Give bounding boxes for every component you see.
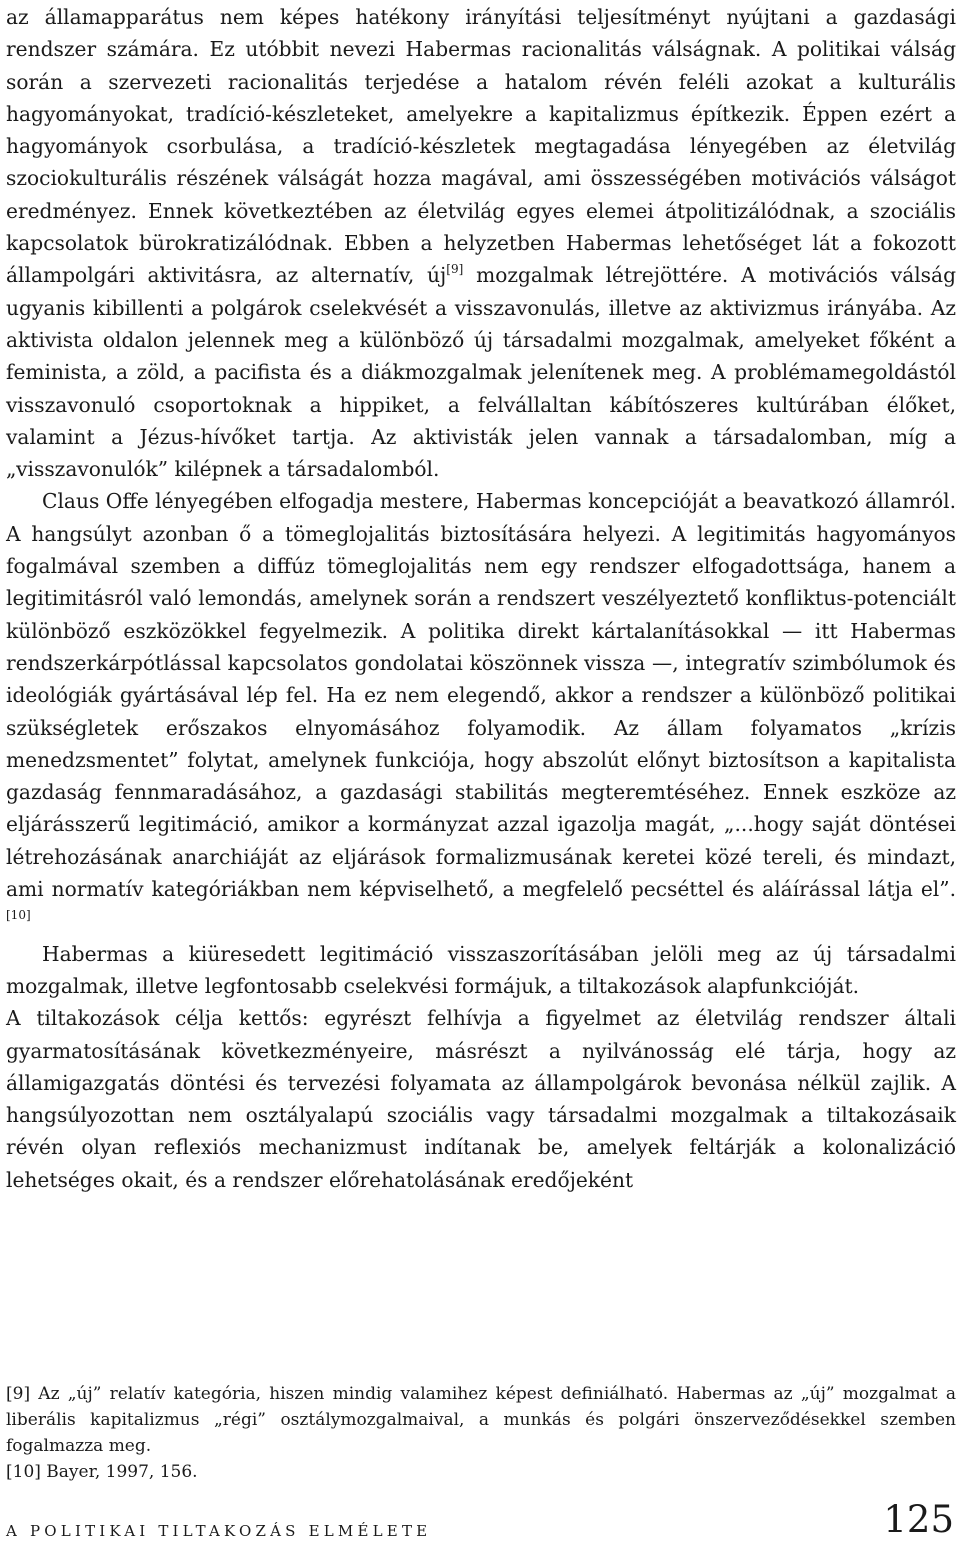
paragraph-1 xyxy=(6,1,956,485)
paragraph-3: Habermas a kiüresedett legitimáció visszaszorításában jelöli meg az új társadalmi mozgalmak, illetve legfontosabb cselekvési formájuk, a tiltakozások alapfunkcióját. xyxy=(6,941,956,998)
paragraph-2 xyxy=(6,485,956,937)
page-footer xyxy=(6,1496,954,1546)
document-page xyxy=(6,0,956,1541)
paragraph-2-text: Claus Offe lényegében elfogadja mestere, Habermas koncepcióját a beavatkozó államról. A hangsúlyt azonban ő a tömeglojalitás biztosítására helyezi. A legitimitás hagyományos fogalmával szemben a diffúz tömeglojalitás nem egy rendszer elfogadottsága, hanem a legitimitásról való lemondás, amelynek során a rendszert veszélyeztető konfliktus-potenciált különböző eszközökkel fegyelmezik. A politika direkt kártalanításokkal — itt Habermas rendszerkárpótlással kapcsolatos gondolatai köszönnek vissza —, integratív szimbólumok és ideológiák gyártásával lép fel. Ha ez nem elegendő, akkor a rendszer a különböző politikai szükségletek erőszakos elnyomásához folyamodik. Az állam folyamatos „krízis menedzsmentet” folytat, amelynek funkciója, hogy abszolút előnyt biztosítson a kapitalista gazdaság fennmaradásához, a gazdasági stabilitás megteremtéséhez. Ennek eszköze az eljárásszerű legitimáció, amikor a kormányzat azzal igazolja magát, „...hogy saját döntései létrehozásának anarchiáját az eljárások formalizmusának keretei közé tereli, és mindazt, ami normatív kategóriákban nem képviselhető, a megfelelő pecséttel és aláírással látja el”. xyxy=(6,489,956,902)
footnote-9: [9] Az „új” relatív kategória, hiszen mindig valamihez képest definiálható. Habermas az „új” mozgalmat a liberális kapitalizmus „régi” osztálymozgalmaival, a munkás és polgári önszerveződésekkel szemben fogalmazza meg. xyxy=(6,1384,956,1456)
page-number: 125 xyxy=(883,1498,954,1541)
footnote-10: [10] Bayer, 1997, 156. xyxy=(6,1462,198,1482)
footnotes xyxy=(6,1381,956,1485)
paragraph-1-text-a: az államapparátus nem képes hatékony irányítási teljesítményt nyújtani a gazdasági rendszer számára. Ez utóbbit nevezi Habermas racionalitás válságnak. A politikai válság során a szervezeti racionalitás terjedése a hatalom révén feléli azokat a kulturális hagyományokat, tradíció-készleteket, amelyekre a kapitalizmus építkezik. Éppen ezért a hagyományok csorbulása, a tradíció-készletek megtagadása lényegében az életvilág szociokulturális részének válságát hozza magával, ami összességében motivációs válságot eredményez. Ennek következtében az életvilág egyes elemei átpolitizálódnak, a szociális kapcsolatok bürokratizálódnak. Ebben a helyzetben Habermas lehetőséget lát a fokozott állampolgári aktivitásra, az alternatív, új xyxy=(6,5,956,288)
running-head: A POLITIKAI TILTAKOZÁS ELMÉLETE xyxy=(6,1522,432,1540)
paragraph-4: A tiltakozások célja kettős: egyrészt felhívja a figyelmet az életvilág rendszer általi gyarmatosításának következményeire, másrészt a nyilvánosság elé tárja, hogy az államigazgatás döntési és tervezési folyamata az állampolgárok bevonása nélkül zajlik. A hangsúlyozottan nem osztályalapú szociális vagy társadalmi mozgalmak a tiltakozásaik révén olyan reflexiós mechanizmust indítanak be, amelyek feltárják a kolonalizáció lehetséges okait, és a rendszer előrehatolásának eredőjeként xyxy=(6,1006,956,1192)
main-text xyxy=(6,0,956,1196)
footnote-ref-10[interactable]: [10] xyxy=(6,908,31,923)
footnote-ref-9[interactable]: [9] xyxy=(446,262,464,277)
paragraph-1-text-b: mozgalmak létrejöttére. A motivációs válság ugyanis kibillenti a polgárok cselekvését a visszavonulás, illetve az aktivizmus irányába. Az aktivista oldalon jelennek meg a különböző új társadalmi mozgalmak, amelyeket főként a feminista, a zöld, a pacifista és a diákmozgalmak jelenítenek meg. A problémamegoldástól visszavonuló csoportoknak a hippiket, a felvállaltan kábítószeres kultúrában élőket, valamint a Jézus-hívőket tartja. Az aktivisták jelen vannak a társadalomban, míg a „visszavonulók” kilépnek a társadalomból. xyxy=(6,263,956,482)
